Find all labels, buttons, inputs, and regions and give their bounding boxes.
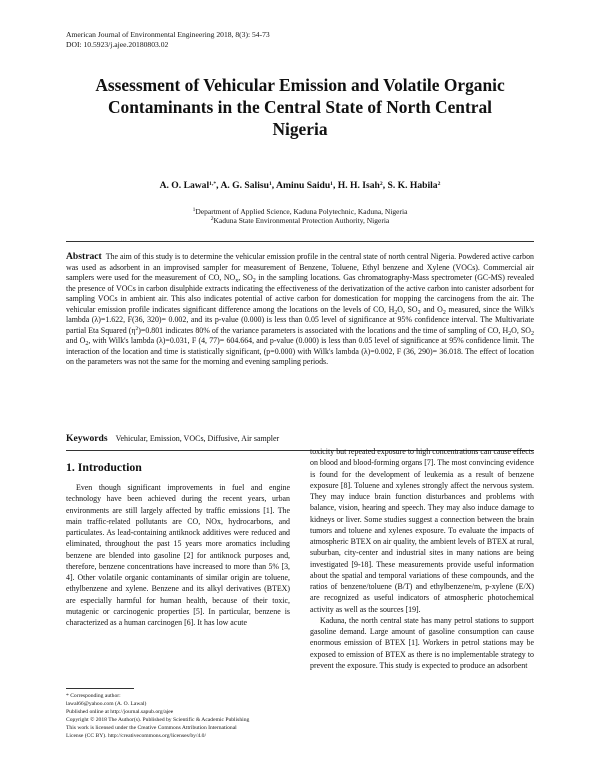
author: H. H. Isah [337, 180, 380, 191]
paragraph: Kaduna, the north central state has many petrol stations to support gasoline demand. Large amount of gasoline consumption can cause enormous emission of BTEX [1]. Workers in petrol stations may be exposed to emission of BTEX as there is no implementable strategy to prevent the exposure. This study is expected to produce an adsorbent [310, 615, 534, 670]
abstract: Abstract The aim of this study is to determine the vehicular emission profile in the central state of north central Nigeria. Powdered active carbon was used as adsorbent in an improvised sampler for measurement of Benzene, Toluene, Ethyl benzene and Xylene (VOCs). Commercial air samplers were used for the measurement of CO, $NO_x$, $SO_2$ in the sampling locations. Gas chromatography-Mass spectrometer (GC-MS) revealed the presence of VOCs in carbon disulphide extracts indicating the effectiveness of the derivatization of the active carbon into canister adsorbent for sampling VOCs in ambient air. This also indicates potential of active carbon for domestication for mopping the carcinogens from the air. The vehicular emission profile indicates significant difference among the locations on the levels of CO, $H_2O$, $SO_2$ and $O_2$ measured, since the Wilk's lambda (λ)=1.622, F(36, 320)= 0.002, and its p-value (0.000) is less than 0.05 level of significance at 95% confidence interval. The Multivariate partial Eta Squared $(\eta^2)=0.801$ indicates 80% of the variance parameters is associated with the locations and the time of sampling of CO, $H_2O$, $SO_2$ and $O_2$, with Wilk's lambda (λ)=0.031, F (4, 77)= 604.664, and p-value (0.000) is less than 0.05 level of significance at 95% confidence limit. The interaction of the location and time is statistically significant, (p=0.000) with Wilk's lambda (λ)=0.002, F (36, 290)= 36.018. The effect of location on the parameters was not the same for the morning and evening sampling periods. [66, 251, 534, 367]
right-column [310, 446, 534, 671]
affiliations [66, 207, 534, 225]
section-heading: 1. Introduction [66, 460, 142, 474]
keywords [66, 433, 534, 444]
author-list: A. O. Lawal$^{1,*}$, A. G. Salisu$^1$, Aminu Saidu$^1$, H. H. Isah$^2$, S. K. Habila$^2$ [159, 180, 441, 191]
author: Aminu Saidu [276, 180, 331, 191]
journal-citation: American Journal of Environmental Engineering 2018, 8(3): 54-73 [66, 30, 270, 39]
affiliation: $^2$Kaduna State Environmental Protection Authority, Nigeria [210, 216, 390, 225]
paragraph: Even though significant improvements in fuel and engine technology have been achieved during the recent years, urban environments are still largely affected by traffic emissions [1]. The main traffic-related pollutants are CO, NOx, hydrocarbons, and particulates. As lead-containing antiknock additives were reduced and eliminated, throughout the past 15 years more aromatics including benzene are blended into gasoline [2] for antiknock purposes and, therefore, benzene concentrations have increased to more than 5% [3, 4]. Other volatile organic contaminants of similar origin are toluene, ethylbenzene and xylene. Benzene and its alkyl derivatives (BTEX) are especially harmful for human health, because of their toxic, mutagenic or carcinogenic properties [5]. In particular, benzene is characterized as a human carcinogen [6]. It has low acute [66, 483, 290, 627]
footnote-rule [66, 688, 134, 689]
affiliation: $^1$Department of Applied Science, Kaduna Polytechnic, Kaduna, Nigeria [192, 207, 408, 216]
abstract-label: Abstract [66, 251, 102, 262]
footnote: * Corresponding author: lawal66@yahoo.com (A. O. Lawal) Published online at http://journal.sapub.org/ajee Copyright © 2018 The Author(s). Published by Scientific & Academic Publishing This work is licensed under the Creative Commons Attribution International License (CC BY). http://creativecommons.org/licenses/by/4.0/ [66, 693, 250, 740]
doi: DOI: 10.5923/j.ajee.20180803.02 [66, 40, 169, 49]
keywords-text: Vehicular, Emission, VOCs, Diffusive, Air sampler [115, 434, 280, 443]
left-column [66, 460, 290, 628]
divider [66, 241, 534, 242]
journal-header [66, 30, 270, 50]
paragraph: toxicity but repeated exposure to high concentrations can cause effects on blood and blood-forming organs [7]. The most convincing evidence is found for the development of leukemia as a result of benzene exposure [8]. Toluene and xylenes strongly affect the nervous system. They may induce brain function disturbances and problems with balance, vision, hearing and speech. They may also induce damage to kidneys or liver. Some studies suggest a connection between the brain tumors and toluene and xylenes exposure. To evaluate the impacts of atmospheric BTEX on air quality, the ambient levels of BTEX at rural, suburban, city-center and industrial sites in many nations are being investigated [9-18]. These measurements provide useful information about the spatial and temporal variations of these compounds, and the ratios of benzene/toluene (B/T) and ethylbenzene/m, p-xylene (E/X) are recognized as useful indicators of atmospheric photochemical activity as well as the sources [19]. [310, 447, 534, 614]
paper-title: Assessment of Vehicular Emission and Volatile Organic Contaminants in the Central State of North Central Nigeria [95, 75, 505, 139]
keywords-label: Keywords [66, 433, 108, 444]
author: A. O. Lawal [159, 180, 210, 191]
author: A. G. Salisu [220, 180, 269, 191]
author: S. K. Habila [387, 180, 438, 191]
